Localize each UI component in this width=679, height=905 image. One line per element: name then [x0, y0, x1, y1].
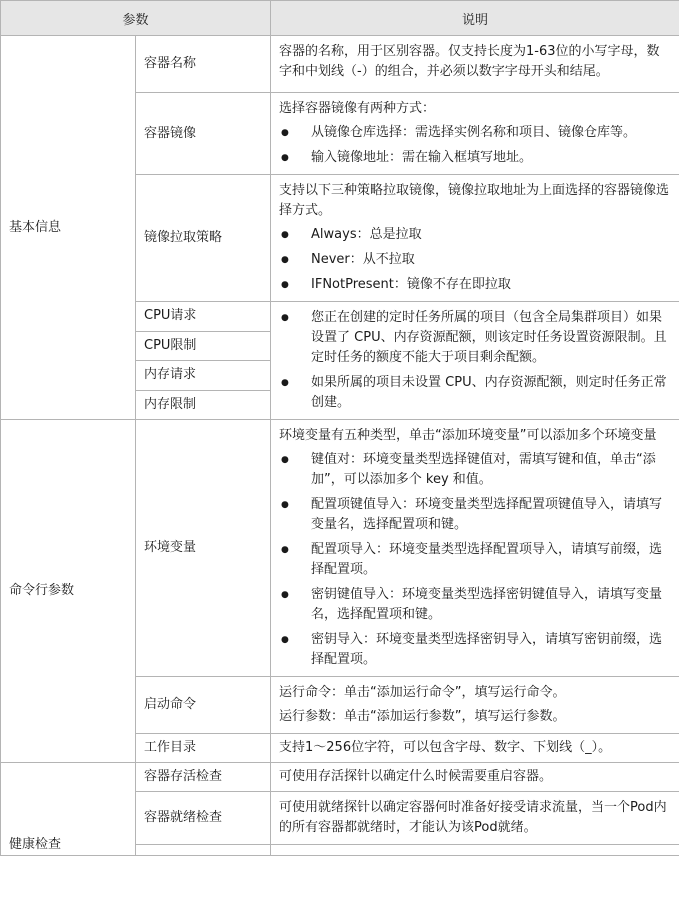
list-item: ● 配置项导入：环境变量类型选择配置项导入，请填写前缀，选择配置项。	[279, 540, 671, 580]
desc-text: 可使用就绪探针以确定容器何时准备好接受请求流量，当一个Pod内的所有容器都就绪时，才能认为该Pod就绪。	[279, 800, 667, 835]
param-desc	[271, 175, 679, 302]
list-item: ● 输入镜像地址：需在输入框填写地址。	[279, 148, 671, 168]
desc-text: 容器的名称，用于区别容器。仅支持长度为1-63位的小写字母，数字和中划线（-）的组合，并必须以数字字母开头和结尾。	[279, 44, 660, 79]
param-label: 容器就绪检查	[136, 792, 271, 845]
list-item: ● 密钥导入：环境变量类型选择密钥导入，请填写密钥前缀，选择配置项。	[279, 630, 671, 670]
group-basic-info: 基本信息	[1, 36, 136, 420]
param-label: 启动命令	[136, 677, 271, 734]
desc-intro: 选择容器镜像有两种方式：	[279, 101, 436, 116]
list-item: ● 键值对：环境变量类型选择键值对，需填写键和值，单击“添加”，可以添加多个 key 和值。	[279, 450, 671, 490]
param-label: 镜像拉取策略	[136, 175, 271, 302]
header-param: 参数	[1, 1, 271, 36]
param-label: 环境变量	[136, 420, 271, 677]
table-row	[1, 420, 679, 677]
param-desc	[271, 420, 679, 677]
param-label-cut	[136, 845, 271, 856]
desc-line: 运行参数：单击“添加运行参数”，填写运行参数。	[279, 709, 566, 724]
param-label: CPU限制	[136, 331, 271, 361]
group-health-check: 健康检查	[1, 763, 136, 856]
header-desc: 说明	[271, 1, 679, 36]
list-item: ● 如果所属的项目未设置 CPU、内存资源配额，则定时任务正常创建。	[279, 373, 671, 413]
list-item: ● IFNotPresent：镜像不存在即拉取	[279, 275, 671, 295]
param-label: 内存请求	[136, 361, 271, 391]
group-command-params: 命令行参数	[1, 420, 136, 763]
list-item: ● Always：总是拉取	[279, 225, 671, 245]
table-header	[1, 1, 679, 36]
table-row	[1, 36, 679, 93]
param-desc	[271, 36, 679, 93]
param-label: 容器镜像	[136, 93, 271, 175]
param-desc	[271, 763, 679, 792]
param-label: 容器存活检查	[136, 763, 271, 792]
param-desc	[271, 93, 679, 175]
desc-intro: 支持以下三种策略拉取镜像，镜像拉取地址为上面选择的容器镜像选择方式。	[279, 183, 670, 218]
bullet-list	[279, 225, 671, 295]
param-label: 内存限制	[136, 390, 271, 420]
desc-line: 运行命令：单击“添加运行命令”，填写运行命令。	[279, 685, 566, 700]
param-desc	[271, 734, 679, 763]
list-item: ● 从镜像仓库选择：需选择实例名称和项目、镜像仓库等。	[279, 123, 671, 143]
desc-text: 支持1～256位字符，可以包含字母、数字、下划线（_）。	[279, 740, 612, 755]
bullet-list	[279, 308, 671, 413]
table-row	[1, 763, 679, 792]
list-item: ● 配置项键值导入：环境变量类型选择配置项键值导入，请填写变量名，选择配置项和键。	[279, 495, 671, 535]
desc-intro: 环境变量有五种类型，单击“添加环境变量”可以添加多个环境变量	[279, 428, 657, 443]
list-item: ● 您正在创建的定时任务所属的项目（包含全局集群项目）如果设置了 CPU、内存资源配额，则该定时任务设置资源限制。且定时任务的额度不能大于项目剩余配额。	[279, 308, 671, 368]
param-desc-cut	[271, 845, 679, 856]
bullet-list	[279, 123, 671, 168]
param-label: CPU请求	[136, 302, 271, 332]
param-label: 工作目录	[136, 734, 271, 763]
param-desc	[271, 792, 679, 845]
bullet-list	[279, 450, 671, 670]
param-label: 容器名称	[136, 36, 271, 93]
desc-text: 可使用存活探针以确定什么时候需要重启容器。	[279, 769, 553, 784]
param-desc	[271, 302, 679, 420]
list-item: ● 密钥键值导入：环境变量类型选择密钥键值导入，请填写变量名，选择配置项和键。	[279, 585, 671, 625]
param-desc	[271, 677, 679, 734]
list-item: ● Never：从不拉取	[279, 250, 671, 270]
